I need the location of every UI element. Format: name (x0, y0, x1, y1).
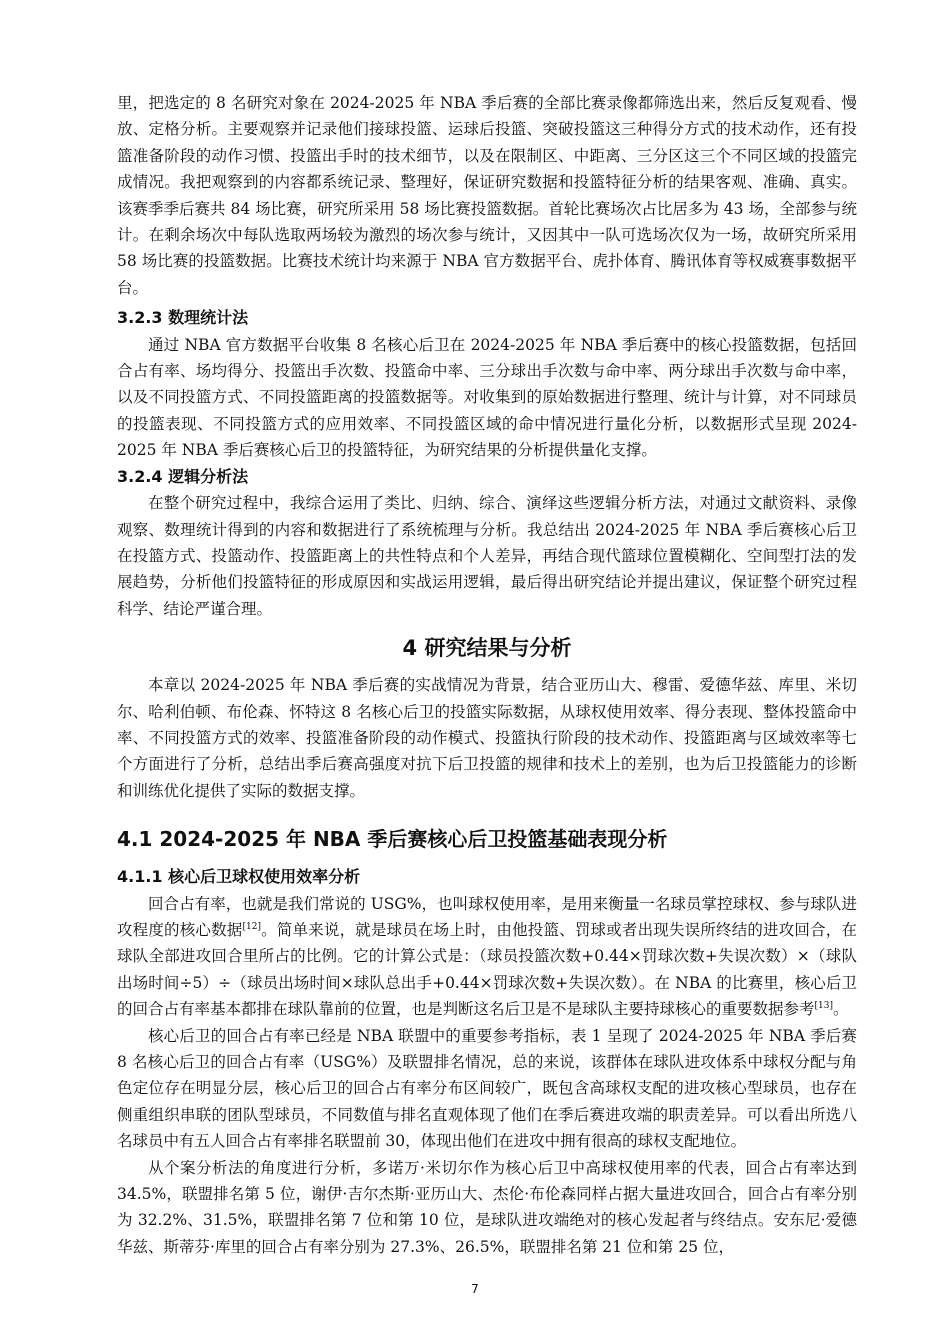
heading-3-2-3: 3.2.3 数理统计法 (117, 308, 249, 328)
paragraph-intro: 里，把选定的 8 名研究对象在 2024-2025 年 NBA 季后赛的全部比赛录像都筛选出来，然后反复观看、慢放、定格分析。主要观察并记录他们接球投篮、运球后投篮、突破投篮这三种得分方式的技术动作，还有投篮准备阶段的动作习惯、投篮出手时的技术细节，以及在限制区、中距离、三分区这三个不同区域的投篮完成情况。我把观察到的内容都系统记录、整理好，保证研究数据和投篮特征分析的结果客观、准确、真实。该赛季季后赛共 84 场比赛，研究所采用 58 场比赛投篮数据。首轮比赛场次占比居多为 43 场，全部参与统计。在剩余场次中每队选取两场较为激烈的场次参与统计，又因其中一队可选场次仅为一场，故研究所采用 58 场比赛的投篮数据。比赛技术统计均来源于 NBA 官方数据平台、虎扑体育、腾讯体育等权威赛事数据平台。 (117, 94, 857, 297)
citation-13: [13] (814, 1001, 833, 1012)
paragraph-usg-overview: 核心后卫的回合占有率已经是 NBA 联盟中的重要参考指标，表 1 呈现了 2024-2025 年 NBA 季后赛 8 名核心后卫的回合占有率（USG%）及联盟排名情况，总的来说，该群体在球队进攻体系中球权分配与角色定位存在明显分层，核心后卫的回合占有率分布区间较广，既包含高球权支配的进攻核心型球员，也存在侧重组织串联的团队型球员，不同数值与排名直观体现了他们在季后赛进攻端的职责差异。可以看出所选八名球员中有五人回合占有率排名联盟前 30，体现出他们在进攻中拥有很高的球权支配地位。 (117, 1026, 857, 1151)
heading-3-2-4: 3.2.4 逻辑分析法 (117, 466, 249, 486)
page-body (117, 90, 857, 1260)
text-run: 回合占有率，也就是我们常说的 USG%，也叫球权使用率，是用来衡量一名球员掌控球权、参与球队进攻程度的核心数据 (117, 894, 857, 939)
paragraph-3-2-4: 在整个研究过程中，我综合运用了类比、归纳、综合、演绎这些逻辑分析方法，对通过文献资料、录像观察、数理统计得到的内容和数据进行了系统梳理与分析。我总结出 2024-2025 年 NBA 季后赛核心后卫在投篮方式、投篮动作、投篮距离上的共性特点和个人差异，再结合现代篮球位置模糊化、空间型打法的发展趋势，分析他们投篮特征的形成原因和实战运用逻辑，最后得出研究结论并提出建议，保证整个研究过程科学、结论严谨合理。 (117, 494, 857, 618)
text-run: 。 (833, 1000, 849, 1019)
paragraph-usg-cases: 从个案分析法的角度进行分析，多诺万·米切尔作为核心后卫中高球权使用率的代表，回合占有率达到 34.5%，联盟排名第 5 位，谢伊·吉尔杰斯·亚历山大、杰伦·布伦森同样占据大量进攻回合，回合占有率分别为 32.2%、31.5%，联盟排名第 7 位和第 10 位，是球队进攻端绝对的核心发起者与终结点。安东尼·爱德华兹、斯蒂芬·库里的回合占有率分别为 27.3%、26.5%，联盟排名第 21 位和第 25 位， (117, 1158, 857, 1256)
chapter-title-4: 4 研究结果与分析 (402, 636, 572, 661)
paragraph-usg-definition (117, 891, 857, 1023)
paragraph-chapter-4: 本章以 2024-2025 年 NBA 季后赛的实战情况为背景，结合亚历山大、穆雷、爱德华兹、库里、米切尔、哈利伯顿、布伦森、怀特这 8 名核心后卫的投篮实际数据，从球权使用效率、得分表现、整体投篮命中率、不同投篮方式的效率、投篮准备阶段的动作模式、投篮执行阶段的技术动作、投篮距离与区域效率等七个方面进行了分析，总结出季后赛高强度对抗下后卫投篮的规律和技术上的差别，也为后卫投篮能力的诊断和训练优化提供了实际的数据支撑。 (117, 676, 857, 800)
text-run: 。简单来说，就是球员在场上时，由他投篮、罚球或者出现失误所终结的进攻回合，在球队全部进攻回合里所占的比例。它的计算公式是：（球员投篮次数+0.44×罚球次数+失误次数）×（球队出场时间÷5）÷（球员出场时间×球队总出手+0.44×罚球次数+失误次数）。在 NBA 的比赛里，核心后卫的回合占有率基本都排在球队靠前的位置，也是判断这名后卫是不是球队主要持球核心的重要数据参考 (117, 920, 857, 1019)
page-number: 7 (471, 1282, 479, 1296)
section-title-4-1: 4.1 2024-2025 年 NBA 季后赛核心后卫投篮基础表现分析 (117, 827, 668, 852)
paragraph-3-2-3: 通过 NBA 官方数据平台收集 8 名核心后卫在 2024-2025 年 NBA 季后赛中的核心投篮数据，包括回合占有率、场均得分、投篮出手次数、投篮命中率、三分球出手次数与命中率、两分球出手次数与命中率，以及不同投篮方式、不同投篮距离的投篮数据等。对收集到的原始数据进行整理、统计与计算，对不同球员的投篮表现、不同投篮方式的应用效率、不同投篮区域的命中情况进行量化分析，以数据形式呈现 2024-2025 年 NBA 季后赛核心后卫的投篮特征，为研究结果的分析提供量化支撑。 (117, 335, 857, 460)
heading-4-1-1: 4.1.1 核心后卫球权使用效率分析 (117, 867, 361, 887)
citation-12: [12] (242, 921, 261, 932)
